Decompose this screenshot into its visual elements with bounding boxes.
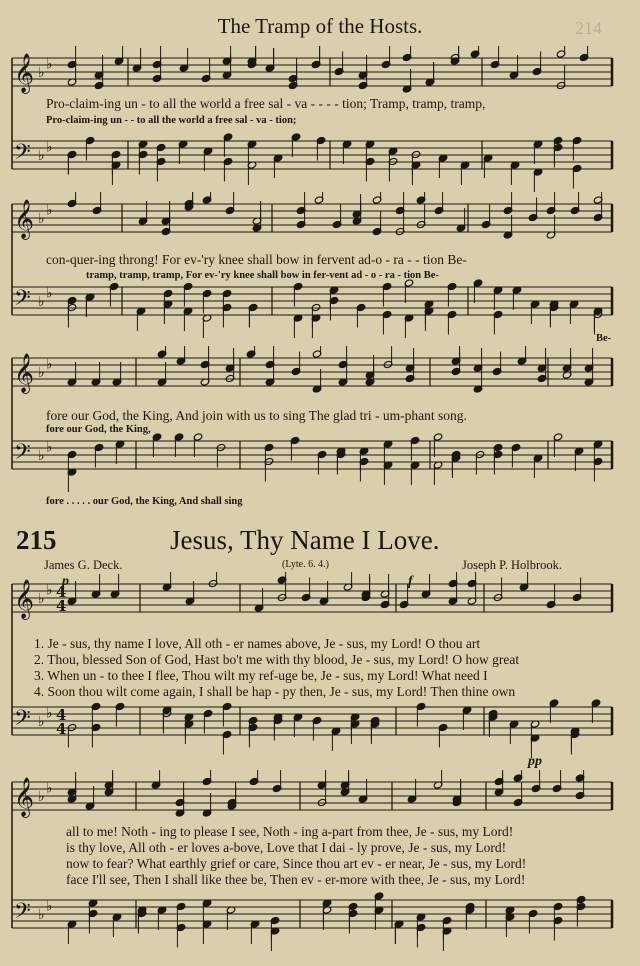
meter-label: (Lyte. 6. 4.) (282, 559, 329, 570)
svg-text:♭: ♭ (46, 439, 53, 456)
verse-2-line-1: 2. Thou, blessed Son of God, Hast bo't me with thy blood, Je - sus, my Lord! O how great (34, 652, 520, 667)
verse-3-line-1: 3. When un - to thee I flee, Thou wilt my ref-uge be, Je - sus, my Lord! What need I (34, 668, 488, 683)
svg-text:♭: ♭ (38, 714, 45, 730)
lyric-line-bass: fore . . . . . our God, the King, And shall sing (46, 496, 243, 507)
hymn-title-tramp-of-the-hosts: The Tramp of the Hosts. (217, 14, 423, 38)
svg-text:4: 4 (56, 597, 67, 615)
svg-text:♭: ♭ (38, 294, 45, 310)
svg-text:𝄞: 𝄞 (14, 199, 35, 239)
music-system-3 (0, 346, 640, 506)
svg-text:𝄞: 𝄞 (14, 777, 35, 817)
music-system-5 (0, 754, 640, 966)
svg-text:𝄢: 𝄢 (14, 140, 31, 170)
faded-page-number: 214 (575, 18, 602, 38)
verse-4-line-1: 4. Soon thou wilt come again, I shall be hap - py then, Je - sus, my Lord! Then thine own (34, 684, 516, 699)
svg-text:♭: ♭ (38, 789, 45, 805)
svg-text:4: 4 (56, 720, 67, 738)
svg-text:4: 4 (56, 706, 67, 724)
svg-text:4: 4 (56, 583, 67, 601)
lyric-line-alt: tramp, tramp, tramp, For ev-'ry knee shall bow in fer-vent ad - o - ra - tion Be- (86, 270, 439, 281)
svg-text:♭: ♭ (46, 202, 53, 219)
svg-text:♭: ♭ (38, 907, 45, 923)
svg-text:♭: ♭ (46, 356, 53, 373)
hymn-number: 215 (16, 525, 57, 555)
svg-text:♭: ♭ (38, 211, 45, 227)
svg-text:♭: ♭ (38, 65, 45, 81)
lyric-line-alt: fore our God, the King, (46, 424, 151, 435)
lyric-line-main: fore our God, the King, And join with us to sing The glad tri - um-phant song. (46, 408, 467, 423)
svg-text:♭: ♭ (46, 285, 53, 302)
verse-2-line-2: is thy love, All oth - er loves a-bove, Love that I dai - ly prove, Je - sus, my Lord! (66, 840, 507, 855)
verse-1-line-2: all to me! Noth - ing to please I see, Noth - ing a-part from thee, Je - sus, my Lord! (66, 824, 514, 839)
svg-text:♭: ♭ (38, 365, 45, 381)
svg-text:𝄞: 𝄞 (14, 579, 35, 619)
dynamic-f: f (408, 574, 413, 589)
svg-text:♭: ♭ (38, 591, 45, 607)
hymn-title-jesus-thy-name: Jesus, Thy Name I Love. (170, 525, 440, 555)
svg-text:𝄞: 𝄞 (14, 353, 35, 393)
svg-text:𝄞: 𝄞 (14, 53, 35, 93)
svg-text:♭: ♭ (38, 448, 45, 464)
composer-credit: Joseph P. Holbrook. (462, 558, 563, 572)
author-credit: James G. Deck. (44, 558, 123, 572)
svg-text:♭: ♭ (46, 898, 53, 915)
svg-text:♭: ♭ (46, 780, 53, 797)
svg-text:𝄢: 𝄢 (14, 286, 31, 316)
lyric-line-alt: Pro-claim-ing un - - to all the world a free sal - va - tion; (46, 115, 297, 126)
verse-3-line-2: now to fear? What earthly grief or care, Since thou art ev - er near, Je - sus, my Lord! (66, 856, 527, 871)
svg-text:𝄢: 𝄢 (14, 440, 31, 470)
dynamic-pp: pp (528, 754, 542, 769)
music-system-4 (0, 572, 640, 762)
svg-text:♭: ♭ (46, 56, 53, 73)
dynamic-p: p (62, 574, 69, 589)
music-system-1 (0, 46, 640, 196)
svg-text:𝄢: 𝄢 (14, 899, 31, 929)
svg-text:♭: ♭ (46, 705, 53, 722)
verse-1-line-1: 1. Je - sus, thy name I love, All oth - er names above, Je - sus, my Lord! O thou art (34, 636, 481, 651)
music-system-2 (0, 192, 640, 342)
lyric-line-main: Pro-claim-ing un - to all the world a free sal - va - - - - tion; Tramp, tramp, tramp, (46, 96, 486, 111)
lyric-be: Be- (596, 333, 612, 344)
svg-text:♭: ♭ (46, 582, 53, 599)
svg-text:♭: ♭ (46, 139, 53, 156)
verse-4-line-2: face I'll see, Then I shall like thee be, Then ev - er-more with thee, Je - sus, my Lord! (66, 872, 526, 887)
lyric-line-main: con-quer-ing throng! For ev-'ry knee shall bow in fervent ad-o - ra - - tion Be- (46, 252, 467, 267)
svg-text:𝄢: 𝄢 (14, 706, 31, 736)
svg-text:♭: ♭ (38, 148, 45, 164)
